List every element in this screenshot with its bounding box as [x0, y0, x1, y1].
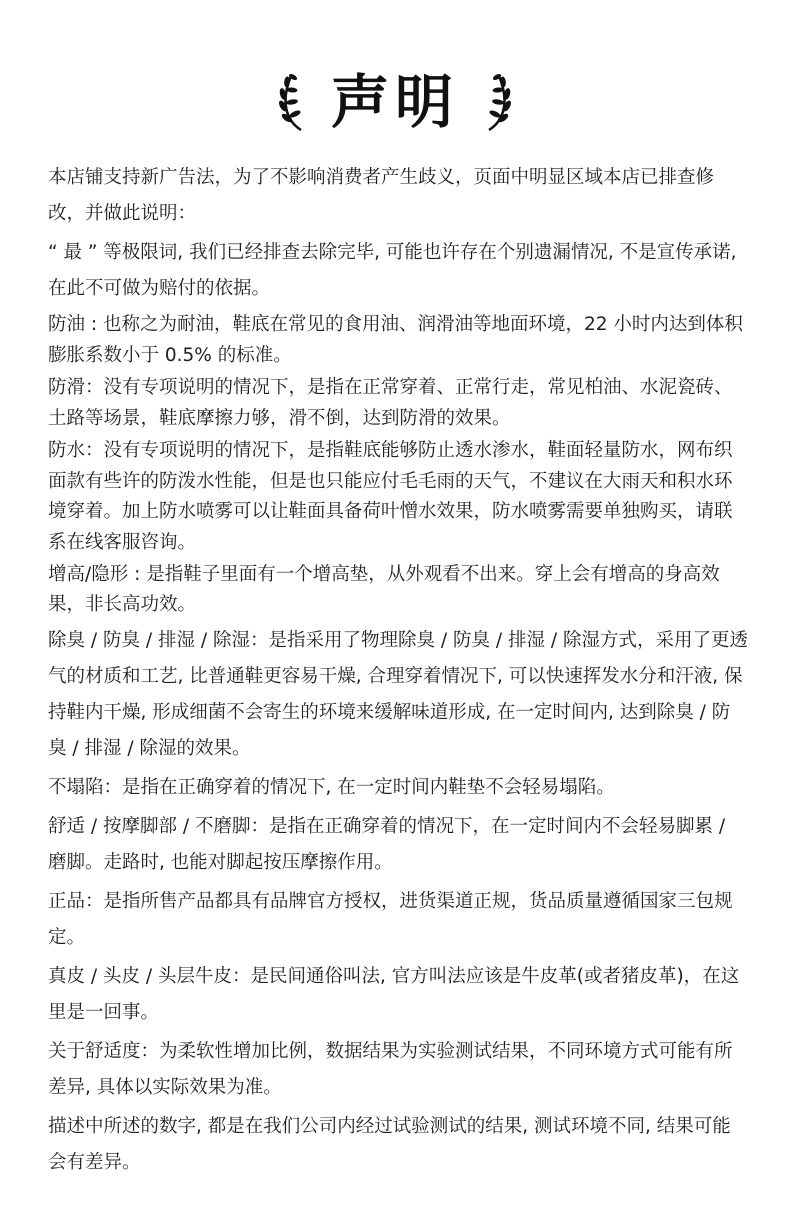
page-title: 声明	[330, 68, 459, 136]
laurel-right-icon	[481, 70, 515, 134]
paragraph-no-collapse: 不塌陷：是指在正确穿着的情况下, 在一定时间内鞋垫不会轻易塌陷。	[48, 777, 615, 798]
laurel-left-icon	[275, 70, 309, 134]
paragraph-deodorize: 除臭 / 防臭 / 排湿 / 除湿：是指采用了物理除臭 / 防臭 / 排湿 / 除湿方式，采用了更透气的材质和工艺, 比普通鞋更容易干燥, 合理穿着情况下, 可以快速挥发水分和汗液, 保持鞋内干燥, 形成细菌不会寄生的环境来缓解味道形成, 在一定时间内, 达到除臭 / 防臭 / 排湿 / 除湿的效果。	[48, 630, 748, 759]
statement-body	[48, 160, 748, 1184]
paragraph-waterproof: 防水：没有专项说明的情况下，是指鞋底能够防止透水渗水，鞋面轻量防水，网布织面款有些许的防泼水性能，但是也只能应付毛毛雨的天气，不建议在大雨天和积水环境穿着。加上防水喷雾可以让鞋面具备荷叶憎水效果，防水喷雾需要单独购买，请联系在线客服咨询。	[48, 440, 733, 553]
paragraph-anti-slip: 防滑：没有专项说明的情况下，是指在正常穿着、正常行走，常见柏油、水泥瓷砖、土路等场景，鞋底摩擦力够，滑不倒，达到防滑的效果。	[48, 377, 733, 429]
header	[0, 62, 790, 142]
paragraph-comfort-level: 关于舒适度：为柔软性增加比例，数据结果为实验测试结果，不同环境方式可能有所差异, 具体以实际效果为准。	[48, 1041, 733, 1098]
paragraph-intro: 本店铺支持新广告法，为了不影响消费者产生歧义，页面中明显区域本店已排查修改，并做此说明：	[48, 167, 715, 224]
paragraph-comfort: 舒适 / 按摩脚部 / 不磨脚：是指在正确穿着的情况下，在一定时间内不会轻易脚累 / 磨脚。走路时, 也能对脚起按压摩擦作用。	[48, 816, 726, 873]
paragraph-oil-resistant: 防油 : 也称之为耐油，鞋底在常见的食用油、润滑油等地面环境，22 小时内达到体积膨胀系数小于 0.5% 的标准。	[48, 314, 743, 366]
paragraph-leather: 真皮 / 头皮 / 头层牛皮：是民间通俗叫法, 官方叫法应该是牛皮革(或者猪皮革)，在这里是一回事。	[48, 966, 740, 1023]
paragraph-height-increase: 增高/隐形 : 是指鞋子里面有一个增高垫，从外观看不出来。穿上会有增高的身高效果，非长高功效。	[48, 564, 720, 615]
paragraph-numbers: 描述中所述的数字, 都是在我们公司内经过试验测试的结果, 测试环境不同, 结果可能会有差异。	[48, 1116, 731, 1173]
paragraph-genuine: 正品：是指所售产品都具有品牌官方授权，进货渠道正规，货品质量遵循国家三包规定。	[48, 891, 733, 948]
paragraph-superlatives: “ 最 ” 等极限词, 我们已经排查去除完毕, 可能也许存在个别遗漏情况, 不是宣传承诺, 在此不可做为赔付的依据。	[48, 242, 737, 299]
